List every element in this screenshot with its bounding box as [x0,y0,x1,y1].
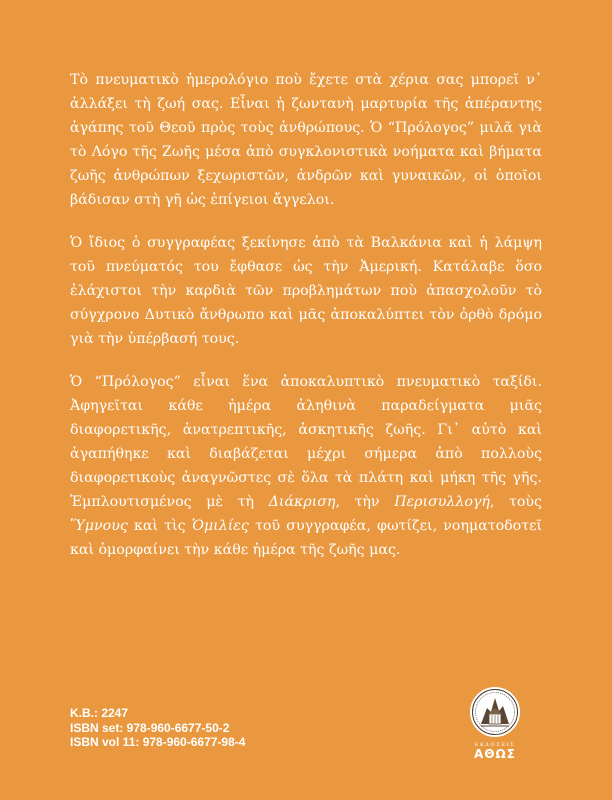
publisher-logo [469,684,521,776]
blurb-paragraph-3 [70,370,542,562]
blurb-paragraph-2 [70,231,542,351]
italic-title: Ὕμνους [70,518,128,534]
paragraph-text: Ὁ “Πρόλογος” εἶναι ἕνα ἀποκαλυπτικὸ πνευματικὸ ταξίδι. Ἀφηγεῖται κάθε ἡμέρα ἀληθινὰ παραδείγματα μιᾶς διαφορετικῆς, ἀνατρεπτικῆς, ἀσκητικῆς ζωῆς. Γι᾿ αὐτὸ καὶ ἀγαπήθηκε καὶ διαβάζεται μέχρι σήμερα ἀπὸ πολλοὺς διαφορετικοὺς ἀναγνῶστες σὲ ὅλα τὰ πλάτη καὶ μήκη τῆς γῆς. Ἐμπλουτισμένος μὲ τὴ [70,374,542,510]
italic-title: Περισυλλογή [394,494,490,510]
blurb-paragraph-1 [70,68,542,212]
book-identifiers [70,706,245,750]
paragraph-text: , τοὺς [489,494,543,510]
isbn-set: ISBN set: 978-960-6677-50-2 [70,720,230,735]
italic-title: Ὁμιλίες [191,518,249,534]
paragraph-text: Τὸ πνευματικὸ ἡμερολόγιο ποὺ ἔχετε στὰ χέρια σας μπορεῖ ν᾿ ἀλλάξει τὴ ζωή σας. Εἶναι ἡ ζωντανὴ μαρτυρία τῆς ἀπέραντης ἀγάπης τοῦ Θεοῦ πρὸς τοὺς ἀνθρώπους. Ὁ “Πρόλογος” μιλᾶ γιὰ τὸ Λόγο τῆς Ζωῆς μέσα ἀπὸ συγκλονιστικὰ νοήματα καὶ βήματα ζωῆς ἀνθρώπων ξεχωριστῶν, ἀνδρῶν καὶ γυναικῶν, οἱ ὁποῖοι βάδισαν στὴ γῆ ὡς ἐπίγειοι ἄγγελοι. [70,72,542,208]
blurb-text [70,68,542,581]
paragraph-text: τοῦ συγγραφέα, φωτίζει, νοηματοδοτεῖ καὶ ὀμορφαίνει τὴν κάθε ἡμέρα τῆς ζωῆς μας. [70,518,542,558]
italic-title: Διάκριση [268,494,336,510]
paragraph-text: Ὁ ἴδιος ὁ συγγραφέας ξεκίνησε ἀπὸ τὰ Βαλκάνια καὶ ἡ λάμψη τοῦ πνεύματός του ἔφθασε ὡς τὴν Ἀμερική. Κατάλαβε ὅσο ἐλάχιστοι τὴν καρδιὰ τῶν προβλημάτων ποὺ ἀπασχολοῦν τὸ σύγχρονο Δυτικὸ ἄνθρωπο καὶ μᾶς ἀποκαλύπτει τὸν ὀρθὸ δρόμο γιὰ τὴν ὑπέρβασή τους. [70,235,542,347]
paragraph-text: καὶ τὶς [127,518,192,534]
publisher-caption: ΕΚΔΟΣΕΙΣ [474,742,516,748]
paragraph-text: , τὴν [335,494,395,510]
kb-number: Κ.Β.: 2247 [70,706,129,720]
publisher-name: ΑΘΩΣ [474,747,516,761]
publisher-seal-icon [469,684,521,740]
isbn-volume: ISBN vol 11: 978-960-6677-98-4 [70,735,246,749]
